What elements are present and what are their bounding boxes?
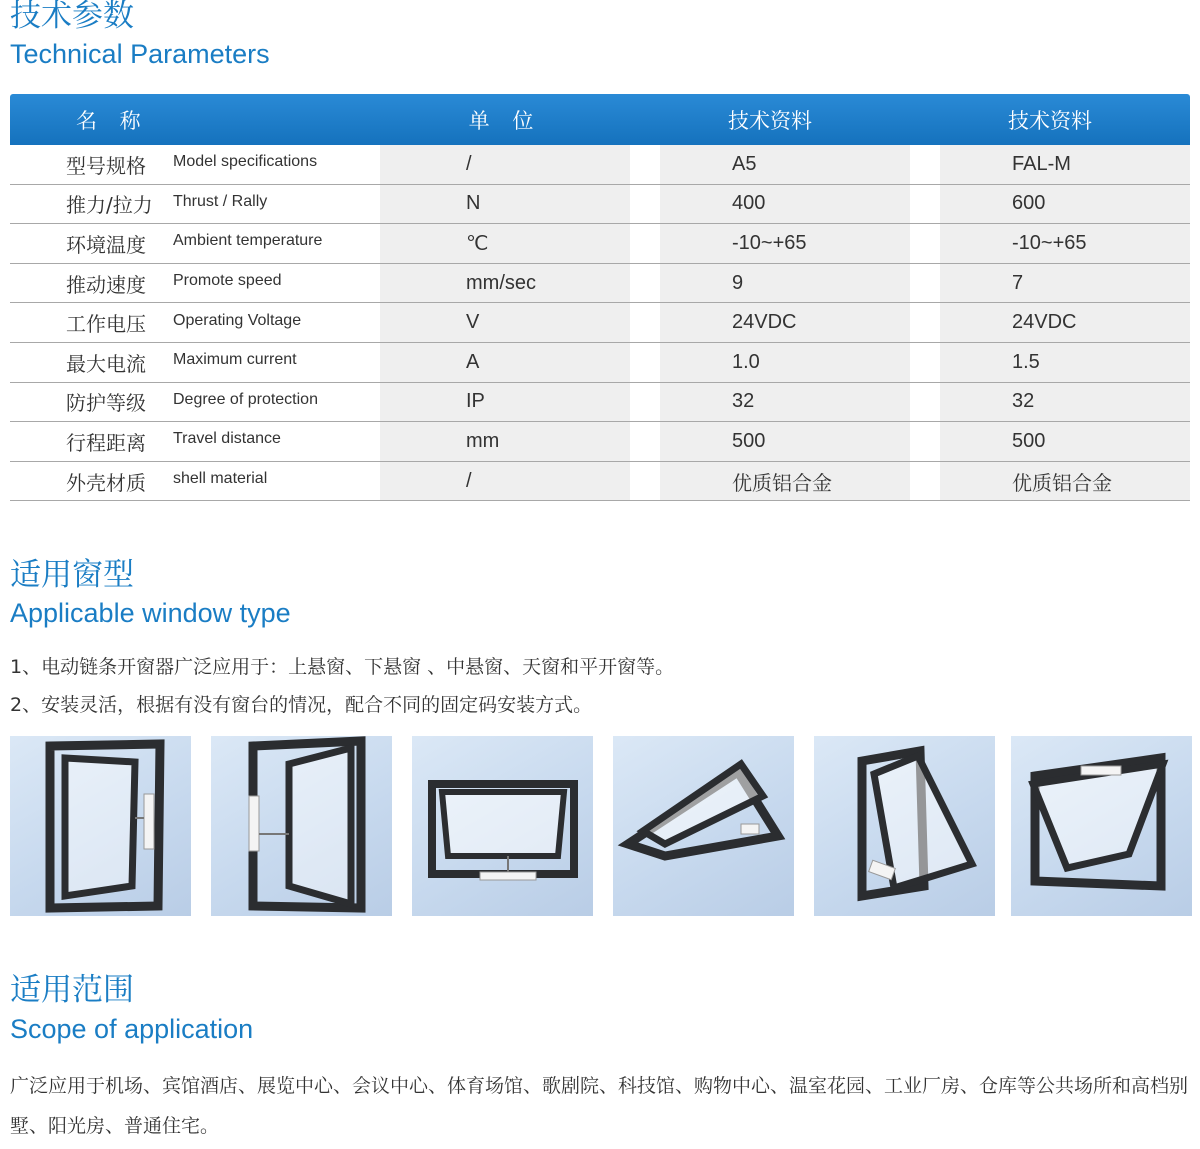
- param-unit: /: [380, 462, 630, 501]
- param-unit: IP: [380, 383, 630, 422]
- param-unit: mm/sec: [380, 264, 630, 303]
- param-unit: N: [380, 185, 630, 224]
- header-unit: 单 位: [468, 108, 542, 133]
- param-value-2: 优质铝合金: [940, 462, 1190, 501]
- param-name-en: Ambient temperature: [173, 232, 323, 250]
- param-name-zh: 外壳材质: [66, 470, 146, 495]
- param-value-2: -10~+65: [940, 224, 1190, 263]
- tech-params-title-zh: 技术参数: [10, 0, 134, 34]
- param-name-cell: [10, 343, 380, 382]
- window-image-top-hung: [412, 736, 593, 916]
- table-row: [10, 264, 1190, 304]
- param-value-1: -10~+65: [660, 224, 910, 263]
- param-name-zh: 工作电压: [66, 312, 146, 337]
- param-value-1: 500: [660, 422, 910, 461]
- param-value-1: 32: [660, 383, 910, 422]
- param-name-cell: [10, 383, 380, 422]
- param-name-en: shell material: [173, 470, 268, 488]
- window-type-line-2: 2、安装灵活，根据有没有窗台的情况，配合不同的固定码安装方式。: [10, 694, 593, 716]
- table-row: [10, 422, 1190, 462]
- param-value-2: 32: [940, 383, 1190, 422]
- param-unit: ℃: [380, 224, 630, 263]
- param-name-zh: 环境温度: [66, 232, 146, 257]
- table-row: [10, 145, 1190, 185]
- param-value-1: 9: [660, 264, 910, 303]
- param-name-cell: [10, 185, 380, 224]
- header-col1: 技术资料: [728, 108, 812, 133]
- param-name-en: Maximum current: [173, 351, 297, 369]
- param-name-cell: [10, 264, 380, 303]
- param-name-zh: 推力/拉力: [66, 193, 153, 218]
- param-name-cell: [10, 422, 380, 461]
- window-image-casement-2: [211, 736, 392, 916]
- window-images: [10, 736, 1192, 916]
- table-row: [10, 343, 1190, 383]
- scope-title-en: Scope of application: [10, 1014, 254, 1044]
- table-row: [10, 185, 1190, 225]
- param-name-zh: 防护等级: [66, 391, 146, 416]
- table-row: [10, 462, 1190, 502]
- window-type-line-1: 1、电动链条开窗器广泛应用于：上悬窗、下悬窗 、中悬窗、天窗和平开窗等。: [10, 656, 675, 678]
- param-unit: /: [380, 145, 630, 184]
- param-value-2: 500: [940, 422, 1190, 461]
- param-name-cell: [10, 145, 380, 184]
- window-image-bottom-hung: [814, 736, 995, 916]
- table-row: [10, 383, 1190, 423]
- table-row: [10, 224, 1190, 264]
- param-name-en: Degree of protection: [173, 390, 318, 408]
- param-name-zh: 行程距离: [66, 430, 146, 455]
- table-body: [10, 145, 1190, 501]
- param-value-2: 600: [940, 185, 1190, 224]
- param-value-1: A5: [660, 145, 910, 184]
- param-name-en: Thrust / Rally: [173, 192, 268, 210]
- param-name-en: Travel distance: [173, 430, 281, 448]
- param-value-2: FAL-M: [940, 145, 1190, 184]
- param-name-zh: 型号规格: [66, 153, 146, 178]
- window-type-title-zh: 适用窗型: [10, 557, 134, 593]
- table-row: [10, 303, 1190, 343]
- param-unit: A: [380, 343, 630, 382]
- param-name-zh: 推动速度: [66, 272, 146, 297]
- param-name-zh: 最大电流: [66, 351, 146, 376]
- header-name: 名 称: [76, 108, 149, 133]
- param-value-1: 1.0: [660, 343, 910, 382]
- param-name-en: Operating Voltage: [173, 311, 302, 329]
- window-type-title-en: Applicable window type: [10, 598, 291, 628]
- param-name-cell: [10, 224, 380, 263]
- spec-table: [10, 94, 1190, 501]
- param-value-1: 24VDC: [660, 303, 910, 342]
- param-value-2: 24VDC: [940, 303, 1190, 342]
- window-image-casement-1: [10, 736, 191, 916]
- param-name-cell: [10, 462, 380, 501]
- scope-title-zh: 适用范围: [10, 972, 134, 1008]
- table-header: [10, 94, 1190, 145]
- param-name-cell: [10, 303, 380, 342]
- window-image-skylight: [613, 736, 794, 916]
- param-value-2: 1.5: [940, 343, 1190, 382]
- param-name-en: Promote speed: [173, 272, 282, 290]
- window-image-center-pivot: [1011, 736, 1192, 916]
- param-unit: V: [380, 303, 630, 342]
- param-value-1: 400: [660, 185, 910, 224]
- tech-params-title-en: Technical Parameters: [10, 39, 270, 69]
- header-col2: 技术资料: [1008, 108, 1092, 133]
- param-value-1: 优质铝合金: [660, 462, 910, 501]
- param-unit: mm: [380, 422, 630, 461]
- scope-text: 广泛应用于机场、宾馆酒店、展览中心、会议中心、体育场馆、歌剧院、科技馆、购物中心、温室花园、工业厂房、仓库等公共场所和高档别墅、阳光房、普通住宅。: [10, 1075, 1189, 1137]
- param-value-2: 7: [940, 264, 1190, 303]
- param-name-en: Model specifications: [173, 153, 318, 171]
